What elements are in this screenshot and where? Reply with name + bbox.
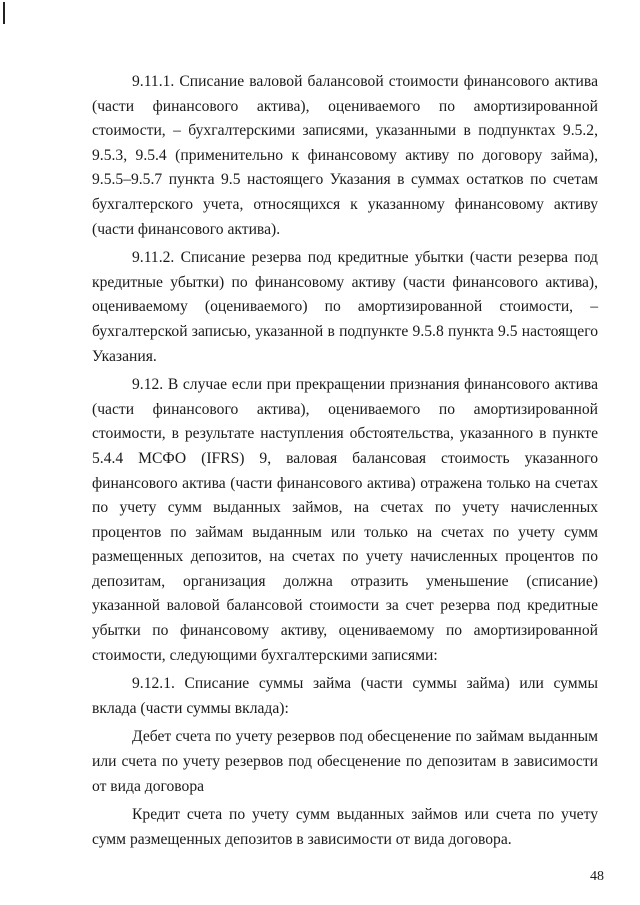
paragraph-credit: Кредит счета по учету сумм выданных займов или счета по учету сумм размещенных депозитов в зависимости от вида договора. — [92, 806, 598, 848]
paragraph-9-11-2: 9.11.2. Списание резерва под кредитные убытки (части резерва под кредитные убытки) по финансовому активу (части финансового актива), оцениваемому (оцениваемого) по амортизированной стоимости, – бухгалтерской записью, указанной в подпункте 9.5.8 пункта 9.5 настоящего Указания. — [92, 249, 598, 365]
paragraph-9-11-1: 9.11.1. Списание валовой балансовой стоимости финансового актива (части финансового актива), оцениваемого по амортизированной стоимости, – бухгалтерскими записями, указанными в подпунктах 9.5.2, 9.5.3, 9.5.4 (применительно к финансовому активу по договору займа), 9.5.5–9.5.7 пункта 9.5 настоящего Указания в суммах остатков по счетам бухгалтерского учета, относящихся к указанному финансовому активу (части финансового актива). — [92, 73, 598, 238]
scan-margin-mark — [3, 2, 5, 24]
document-body — [92, 70, 598, 852]
paragraph-9-12: 9.12. В случае если при прекращении признания финансового актива (части финансового актива), оцениваемого по амортизированной стоимости, в результате наступления обстоятельства, указанного в пункте 5.4.4 МСФО (IFRS) 9, валовая балансовая стоимость указанного финансового актива (части финансового актива) отражена только на счетах по учету сумм выданных займов, на счетах по учету начисленных процентов по займам выданным или только на счетах по учету сумм размещенных депозитов, на счетах по учету начисленных процентов по депозитам, организация должна отразить уменьшение (списание) указанной валовой балансовой стоимости за счет резерва под кредитные убытки по финансовому активу, оцениваемому по амортизированной стоимости, следующими бухгалтерскими записями: — [92, 376, 598, 664]
paragraph-debit: Дебет счета по учету резервов под обесценение по займам выданным или счета по учету резервов под обесценение по депозитам в зависимости от вида договора — [92, 728, 598, 795]
page-number: 48 — [590, 869, 604, 884]
paragraph-9-12-1: 9.12.1. Списание суммы займа (части суммы займа) или суммы вклада (части суммы вклада): — [92, 675, 598, 717]
